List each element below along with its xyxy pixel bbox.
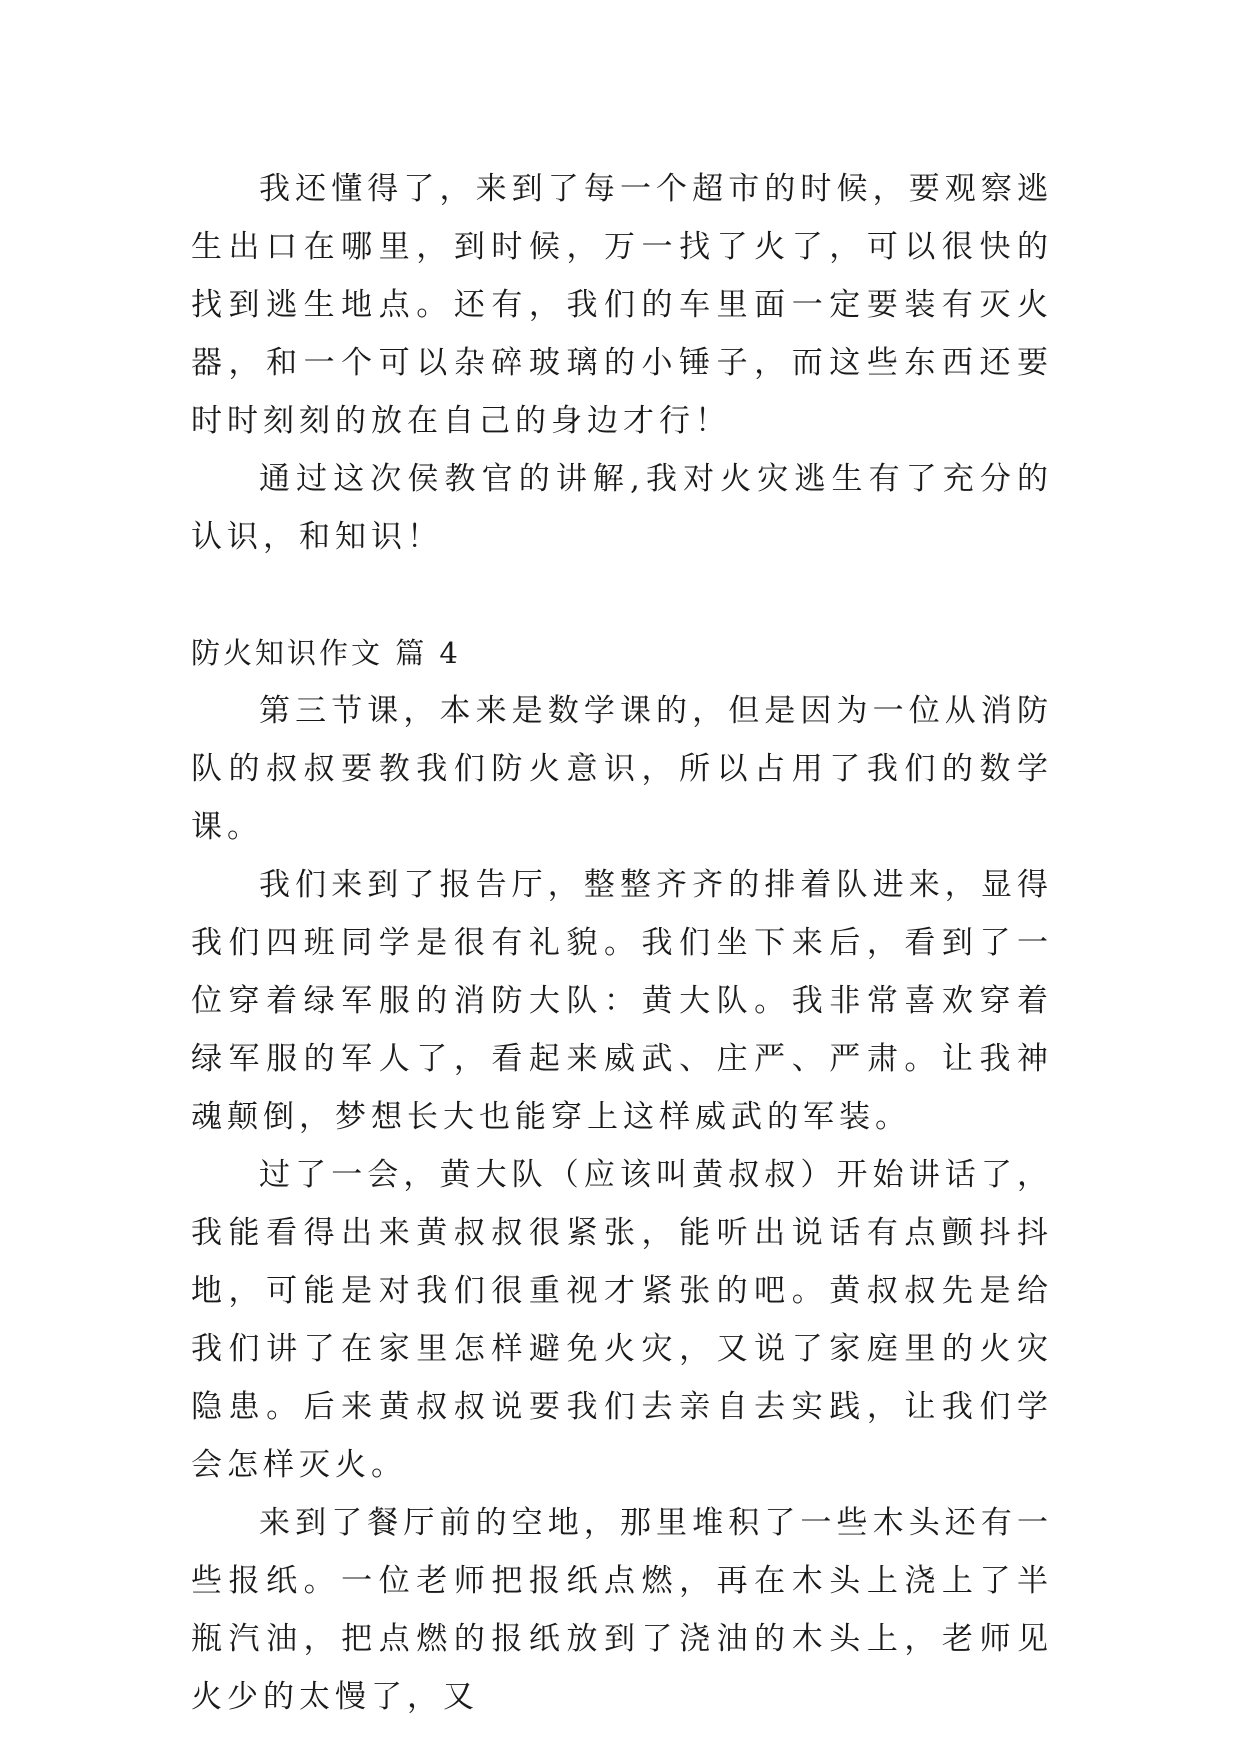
paragraph-third-class: 第三节课，本来是数学课的，但是因为一位从消防队的叔叔要教我们防火意识，所以占用了我们的数学课。 [191, 693, 1053, 845]
section-spacer [191, 566, 1053, 624]
paragraph-supermarket-exits: 我还懂得了，来到了每一个超市的时候，要观察逃生出口在哪里，到时候，万一找了火了，可以很快的找到逃生地点。还有，我们的车里面一定要装有灭火器，和一个可以杂碎玻璃的小锤子，而这些东西还要时时刻刻的放在自己的身边才行！ [191, 171, 1053, 439]
document-body [191, 160, 1053, 1726]
section-title: 防火知识作文 篇 4 [191, 636, 461, 670]
paragraph-instructor-lecture: 通过这次侯教官的讲解,我对火灾逃生有了充分的认识，和知识！ [191, 461, 1053, 555]
paragraph-report-hall: 我们来到了报告厅，整整齐齐的排着队进来，显得我们四班同学是很有礼貌。我们坐下来后，看到了一位穿着绿军服的消防大队：黄大队。我非常喜欢穿着绿军服的军人了，看起来威武、庄严、严肃。让我神魂颠倒，梦想长大也能穿上这样威武的军装。 [191, 867, 1053, 1135]
paragraph-uncle-speech: 过了一会，黄大队（应该叫黄叔叔）开始讲话了，我能看得出来黄叔叔很紧张，能听出说话有点颤抖抖地，可能是对我们很重视才紧张的吧。黄叔叔先是给我们讲了在家里怎样避免火灾，又说了家庭里的火灾隐患。后来黄叔叔说要我们去亲自去实践，让我们学会怎样灭火。 [191, 1157, 1053, 1483]
paragraph-fire-practice: 来到了餐厅前的空地，那里堆积了一些木头还有一些报纸。一位老师把报纸点燃，再在木头上浇上了半瓶汽油，把点燃的报纸放到了浇油的木头上，老师见火少的太慢了，又 [191, 1505, 1053, 1715]
